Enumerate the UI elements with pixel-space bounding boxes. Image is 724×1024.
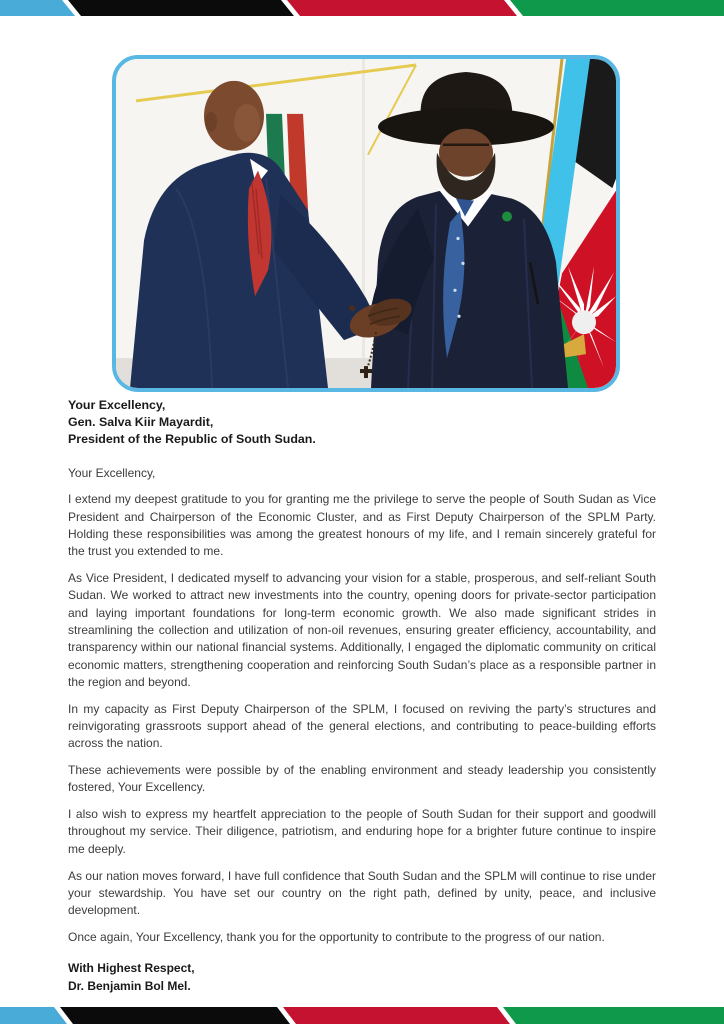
photo-illustration xyxy=(116,59,616,388)
photo-frame xyxy=(112,55,620,392)
paragraph: As our nation moves forward, I have full confidence that South Sudan and the SPLM will continue to rise under your stewardship. You have set our country on the right path, defined by unity, peace, and inclusive development. xyxy=(68,868,656,918)
closing-line: Dr. Benjamin Bol Mel. xyxy=(68,978,191,993)
closing-block xyxy=(68,960,656,995)
paragraph: I also wish to express my heartfelt appreciation to the people of South Sudan for their support and goodwill throughout my service. Their diligence, patriotism, and enduring hope for a brighter future continue to inspire me deeply. xyxy=(68,807,656,856)
paragraph: These achievements were possible by of the enabling environment and steady leadership you consistently fostered, Your Excellency. xyxy=(68,763,656,795)
paragraph: Once again, Your Excellency, thank you for the opportunity to contribute to the progress of our nation. xyxy=(68,929,605,944)
paragraph: As Vice President, I dedicated myself to advancing your vision for a stable, prosperous, and self-reliant South Sudan. We worked to attract new investments into the country, opening doors for private-sector participation and laying important foundations for long-term economic growth. We also made significant strides in streamlining the collection and utilization of non-oil revenues, ensuring greater efficiency, accountability, and transparency within our national financial systems. Additionally, I engaged the diplomatic community on critical economic matters, strengthening cooperation and reinforcing South Sudan’s place as a responsible partner in the region and beyond. xyxy=(68,571,656,689)
top-flag-stripe xyxy=(0,0,724,16)
recipient-line: President of the Republic of South Sudan. xyxy=(68,432,316,447)
recipient-line: Gen. Salva Kiir Mayardit, xyxy=(68,415,214,430)
paragraph: I extend my deepest gratitude to you for granting me the privilege to serve the people of South Sudan as Vice President and Chairperson of the Economic Cluster, and as First Deputy Chairperson of the SPLM Party. Holding these responsibilities was among the greatest honours of my life, and I remain sincerely grateful for the trust you extended to me. xyxy=(68,492,656,559)
closing-line: With Highest Respect, xyxy=(68,961,195,976)
bottom-flag-stripe xyxy=(0,1007,724,1024)
right-figure xyxy=(368,72,568,388)
recipient-line: Your Excellency, xyxy=(68,398,166,412)
salutation: Your Excellency, xyxy=(68,465,156,480)
photo xyxy=(116,59,616,388)
paragraph: In my capacity as First Deputy Chairperson of the SPLM, I focused on reviving the party’s structures and reinvigorating grassroots support ahead of the general elections, and contributing to peace-building efforts across the nation. xyxy=(68,701,656,751)
recipient-block xyxy=(68,397,656,449)
letter-body xyxy=(68,397,656,995)
